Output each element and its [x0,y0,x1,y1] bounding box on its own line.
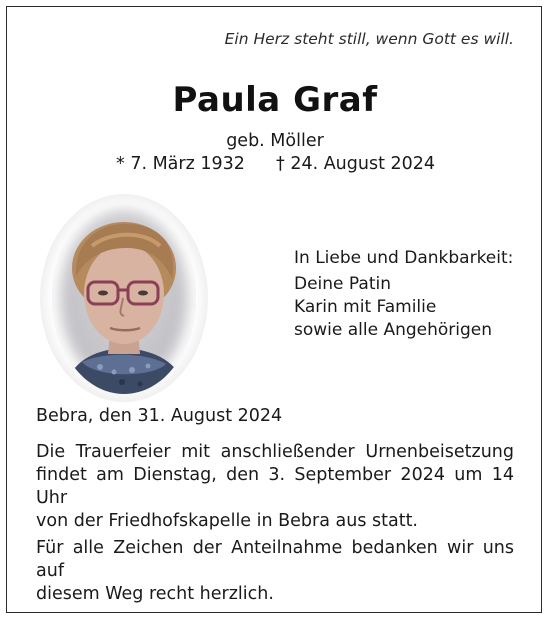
funeral-line: von der Friedhofskapelle in Bebra aus statt. [36,511,418,531]
mourners-block [294,247,513,342]
thanks-line: diesem Weg recht herzlich. [36,584,274,604]
thanks-line: Für alle Zeichen der Anteilnahme bedanken wir uns auf [36,538,514,581]
birth-date: * 7. März 1932 [116,154,245,174]
portrait-photo [52,202,196,394]
portrait-illustration [52,202,196,394]
death-date: † 24. August 2024 [276,154,436,174]
maiden-name: geb. Möller [226,131,324,151]
thanks-paragraph [36,537,514,606]
funeral-line: findet am Dienstag, den 3. September 2024 um 14 Uhr [36,465,514,508]
deceased-name: Paula Graf [172,80,378,120]
funeral-announcement [36,441,514,533]
mourner-line: sowie alle Angehörigen [294,320,493,340]
mourners-heading: In Liebe und Dankbarkeit: [294,248,514,268]
funeral-line: Die Trauerfeier mit anschließender Urnenbeisetzung [36,442,514,462]
mourner-line: Karin mit Familie [294,297,437,317]
motto: Ein Herz steht still, wenn Gott es will. [224,30,514,48]
portrait-frame [40,194,208,402]
mourner-line: Deine Patin [294,274,391,294]
place-date: Bebra, den 31. August 2024 [36,406,283,426]
